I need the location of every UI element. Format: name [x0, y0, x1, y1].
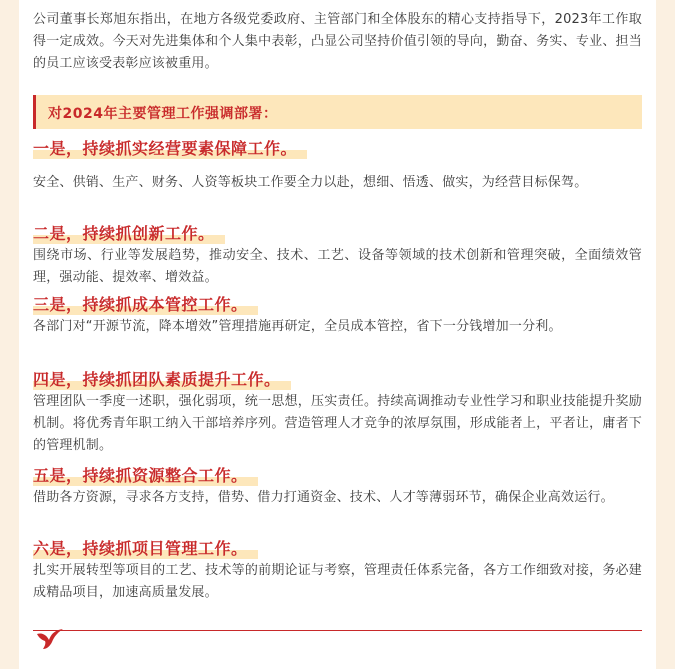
section-banner — [33, 95, 642, 129]
section-text: 各部门对“开源节流，降本增效”管理措施再研定，全员成本管控，省下一分钱增加一分利。 — [33, 319, 562, 334]
section-4 — [33, 369, 642, 457]
article-page — [19, 0, 656, 669]
section-text: 围绕市场、行业等发展趋势，推动安全、技术、工艺、设备等领域的技术创新和管理突破，全面绩效管理，强动能、提效率、增效益。 — [33, 248, 642, 285]
section-title: 五是，持续抓资源整合工作。 — [33, 465, 258, 487]
section-text: 管理团队一季度一述职，强化弱项，统一思想，压实责任。持续高调推动专业性学习和职业技能提升奖励机制。将优秀青年职工纳入干部培养序列。营造管理人才竞争的浓厚氛围，形成能者上，平者让，庸者下的管理机制。 — [33, 394, 642, 453]
section-6 — [33, 538, 642, 604]
bird-icon — [35, 628, 65, 650]
banner-title: 对2024年主要管理工作强调部署： — [48, 106, 278, 122]
section-title: 四是，持续抓团队素质提升工作。 — [33, 369, 291, 391]
intro-paragraph: 公司董事长郑旭东指出，在地方各级党委政府、主管部门和全体股东的精心支持指导下，2023年工作取得一定成效。今天对先进集体和个人集中表彰，凸显公司坚持价值引领的导向，勤奋、务实、专业、担当的员工应该受表彰应该被重用。 — [33, 12, 642, 71]
section-text: 扎实开展转型等项目的工艺、技术等的前期论证与考察，管理责任体系完备，各方工作细致对接，务必建成精品项目，加速高质量发展。 — [33, 563, 642, 600]
section-5 — [33, 465, 642, 509]
section-title: 一是，持续抓实经营要素保障工作。 — [33, 138, 307, 160]
section-title: 二是，持续抓创新工作。 — [33, 223, 225, 245]
section-2 — [33, 223, 642, 289]
section-title: 三是，持续抓成本管控工作。 — [33, 294, 258, 316]
section-1 — [33, 138, 642, 194]
section-text: 借助各方资源，寻求各方支持，借势、借力打通资金、技术、人才等薄弱环节，确保企业高效运行。 — [33, 490, 614, 505]
section-3 — [33, 294, 642, 338]
section-text: 安全、供销、生产、财务、人资等板块工作要全力以赴，想细、悟透、做实，为经营目标保驾。 — [33, 175, 588, 190]
section-title: 六是，持续抓项目管理工作。 — [33, 538, 258, 560]
footer-divider — [33, 630, 642, 631]
